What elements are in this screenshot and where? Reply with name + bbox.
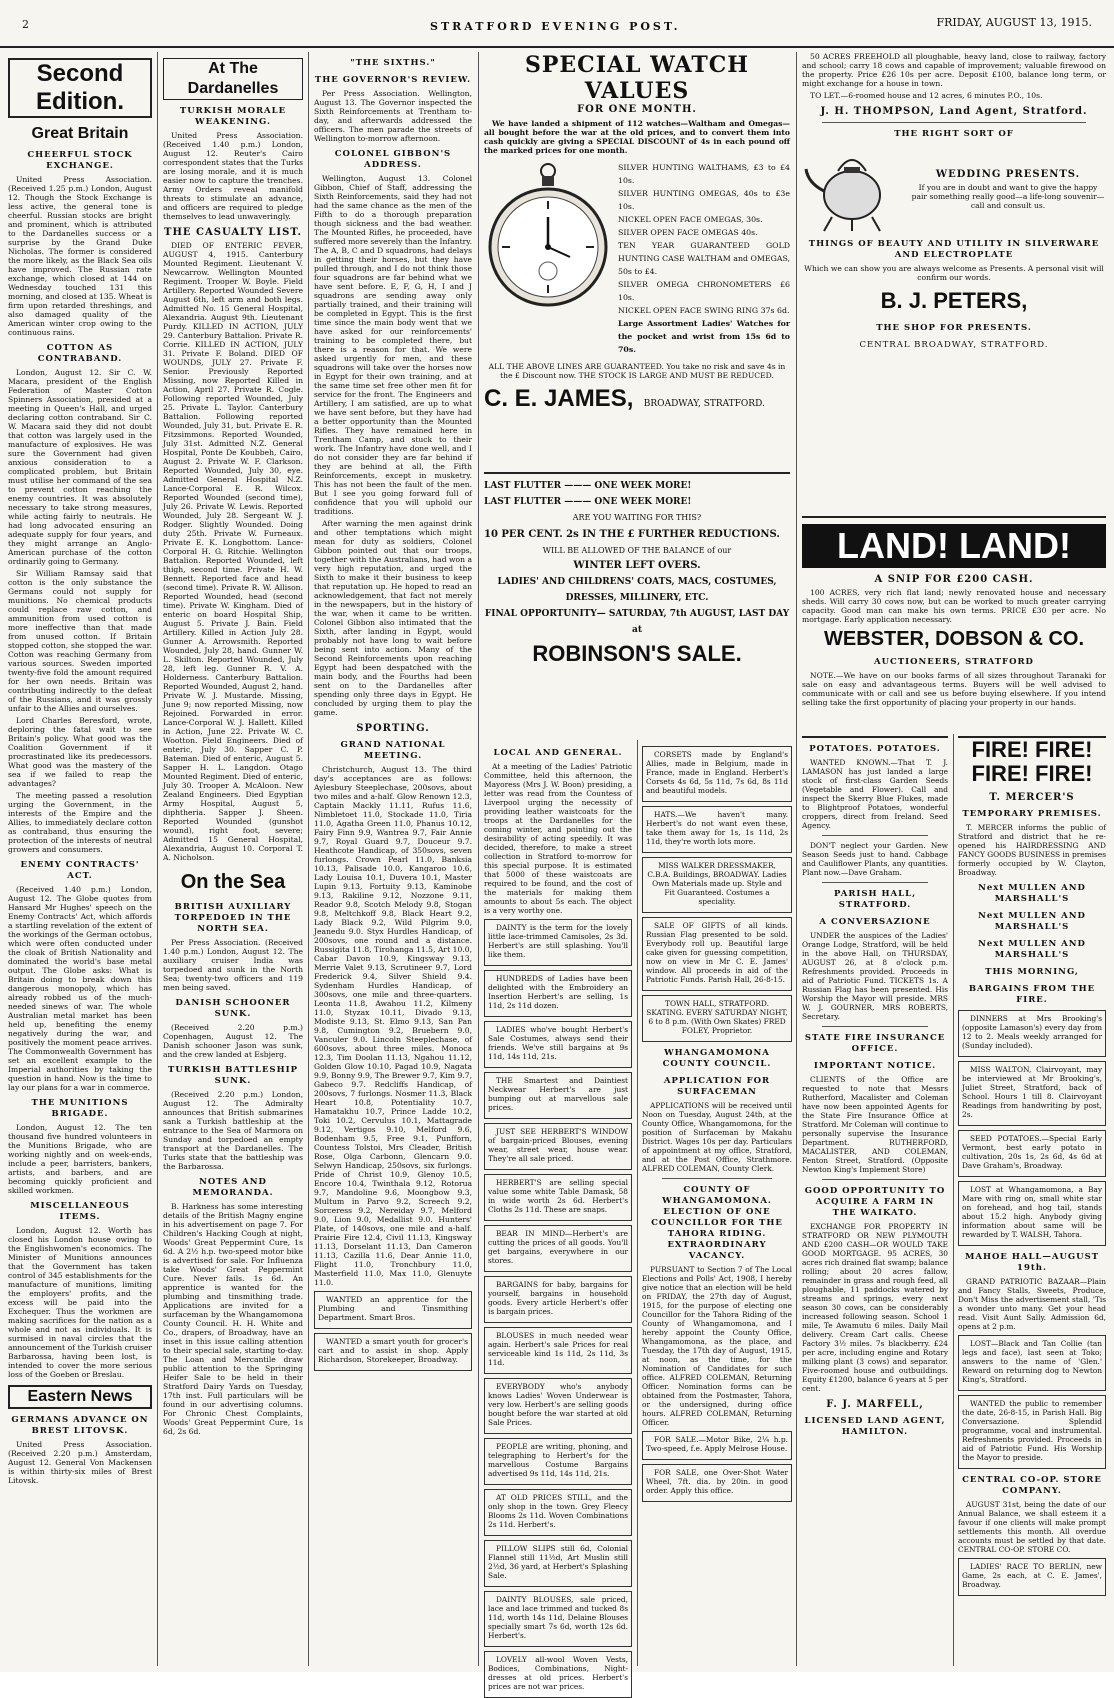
article-text: London, August 12. Sir C. W. Macara, president of the English Federation of Master Cotton Spinners Association, presided at a meeting in Queen's Hall, and urged declaring cotton contraband. Sir C. W. Macara said they did not doubt that cotton was largely used in the manufacture of explosives. He was sure the Government had given anxious consideration to a complicated problem, but Britain must utilise her command of the sea to prevent cotton reaching the enemy countries. It was absolutely necessary to take strong measures, while acting fairly to neutrals. He had long advocated ensuring an adequate supply for four years, and they might arrange an Anglo-American purchase of the cotton ordinarily going to Germany. bbox=[8, 368, 152, 566]
ad-text: FOR SALE.—Motor Bike, 2¼ h.p. Two-speed, f.e. Apply Melrose House. bbox=[646, 1435, 788, 1453]
article-heading: BRITISH AUXILIARY TORPEDOED IN THE NORTH SEA. bbox=[174, 902, 292, 934]
agent-name: F. J. MARFELL, bbox=[826, 1399, 924, 1410]
wedding-ad-text bbox=[910, 163, 1106, 213]
ad-text: WANTED KNOWN.—That T. J. LAMASON has just landed a large stock of first-class Garden Seeds (Vegetable and Flower). Call and inspect the Skerry Blue Flukes, made to Blightproof Potatoes, wonderful croppers, direct from Ireland. Seed Agency. bbox=[802, 758, 948, 830]
divider bbox=[822, 835, 928, 836]
column-4 bbox=[484, 742, 632, 1691]
land-banner: LAND! LAND! bbox=[802, 524, 1106, 568]
ad-heading: STATE FIRE INSURANCE OFFICE. bbox=[804, 1033, 946, 1054]
column-3 bbox=[314, 52, 472, 1666]
section-heading: SPORTING. bbox=[356, 723, 430, 734]
article-text: At a meeting of the Ladies' Patriotic Committee, held this afternoon, the Mayoress (Mrs J. W. Boon) presiding, a letter was read from the Countess of Liverpool urging the necessity of providing leather waistcoats for the troops at the Dardanelles for the coming winter, and pointing out the desirability of acting speedily. It was decided, therefore, to make a street collection in Stratford to-morrow for this special purpose. It is estimated that 5000 of these waistcoats are required to be found, and the cost of the materials for making them amounts to about 5s each. The object is a very worthy one. bbox=[484, 762, 632, 915]
robinson-logo: ROBINSON'S SALE. bbox=[532, 641, 742, 666]
section-heading: Great Britain bbox=[31, 125, 129, 142]
ad-heading: A CONVERSAZIONE bbox=[819, 917, 931, 927]
peters-logo: B. J. PETERS, bbox=[880, 288, 1028, 313]
section-heading: On the Sea bbox=[180, 871, 286, 893]
ad-text: THE Smartest and Daintiest Neckwear Herbert's are just bumping out at marvellous sale prices. bbox=[488, 1076, 628, 1112]
price-item: SILVER HUNTING OMEGAS, 40s to £3e 10s. bbox=[618, 189, 790, 211]
article-text: TO LET.—6-roomed house and 12 acres, 6 minutes P.O., 10s. bbox=[810, 91, 1043, 100]
column-rule bbox=[308, 52, 309, 1666]
classified-ad bbox=[484, 1489, 632, 1536]
ad-heading: Next MULLEN AND MARSHALL'S bbox=[978, 939, 1086, 960]
article-heading: "THE SIXTHS." bbox=[350, 58, 436, 68]
article-heading: LOCAL AND GENERAL. bbox=[493, 748, 623, 758]
article-text: United Press Association. (Received 1.40 p.m.) London, August 12. Reuter's Cairo correspondent states that the Turks are losing morale, and it is much easier now to capture the trenches. Army Orders reveal manifold threats to stimulate an advance, and officers are required to pledge themselves to lead unwaveringly. bbox=[163, 131, 303, 221]
ad-text: HERBERT'S are selling special value some white Table Damask, 58 in wide worth 2s 6d. Herbert's Cloths 2s 11d. These are snaps. bbox=[488, 1178, 628, 1214]
ad-heading: MAHOE HALL—AUGUST 19th. bbox=[964, 1252, 1100, 1273]
classified-ad bbox=[958, 1558, 1106, 1596]
right-top-ads bbox=[802, 52, 1106, 512]
ad-heading: THIS MORNING, bbox=[985, 967, 1079, 977]
classified-ad bbox=[958, 1010, 1106, 1057]
ad-text: EVERYBODY who's anybody knows Ladies' Woven Underwear is very low. Herbert's are selling goods bought before the war started at old Sale Prices. bbox=[488, 1382, 628, 1427]
winter-line: WINTER LEFT OVERS. bbox=[573, 560, 701, 571]
column-2 bbox=[163, 52, 303, 1666]
ad-text: HUNDREDS of Ladies have been delighted with the Embroidery an Insertion Herbert's are selling, 1s 11d, 2s 11d dozen. bbox=[488, 974, 628, 1010]
ad-heading: Next MULLEN AND MARSHALL'S bbox=[978, 883, 1086, 904]
divider bbox=[822, 122, 1086, 123]
classified-ad bbox=[484, 1591, 632, 1647]
ad-heading: CENTRAL CO-OP. STORE COMPANY. bbox=[962, 1475, 1102, 1496]
ad-text: SEED POTATOES.—Special Early Vermont, best early potato in cultivation, 20s 1s, 2s 6d, 4s 6d at Dave Graham's, Broadway. bbox=[962, 1134, 1102, 1170]
classified-ad bbox=[642, 806, 792, 853]
masthead bbox=[0, 0, 1114, 48]
waiting-line: ARE YOU WAITING FOR THIS? bbox=[572, 513, 702, 522]
article-heading: THE CASUALTY LIST. bbox=[164, 227, 302, 238]
classified-ad bbox=[314, 1333, 472, 1371]
ad-subheading: AUCTIONEERS, STRATFORD bbox=[874, 657, 1034, 667]
ad-text: FOR SALE, one Over-Shot Water Wheel, 7ft. dia. by 20in. in good order. Apply this office. bbox=[646, 1468, 788, 1495]
classified-ad bbox=[484, 1438, 632, 1485]
ad-text: CLIENTS of the Office are requested to note that Messrs Rutherford, Macalister and Coleman have now been appointed Agents for the State Fire Insurance Office at Stratford. Mr Coleman will continue to personally supervise the Insurance Department. RUTHERFORD, MACALISTER, AND COLEMAN, Fenton Street, Stratford. (Opposite Newton King's Implement Store) bbox=[802, 1075, 949, 1174]
price-item: TEN YEAR GUARANTEED GOLD HUNTING CASE WALTHAM and OMEGAS, 50s to £4. bbox=[618, 241, 790, 276]
ad-heading: IMPORTANT NOTICE. bbox=[813, 1061, 937, 1071]
final-line: FINAL OPPORTUNITY— SATURDAY, 7th AUGUST, LAST DAY at bbox=[484, 609, 790, 635]
pocket-watch-icon bbox=[484, 161, 612, 309]
ad-text: AUGUST 31st, being the date of our Annual Balance, we shall esteem it a favour if one clients will make prompt settlements this month. All overdue accounts must be settled by that date. CENTRAL CO-OP. STORE CO. bbox=[958, 1500, 1106, 1554]
classified-ad bbox=[484, 919, 632, 966]
ad-text: CORSETS made by England's Allies, made in Belgium, made in France, made in England. Herbert's Corsets 4s 6d, 5s 11d, 7s 6d, 8s 11d and beautiful models. bbox=[646, 750, 788, 795]
divider bbox=[662, 1178, 772, 1179]
article-heading: MISCELLANEOUS ITEMS. bbox=[30, 1201, 130, 1222]
ad-heading: THE RIGHT SORT OF bbox=[894, 129, 1014, 139]
ad-heading: GOOD OPPORTUNITY TO ACQUIRE A FARM IN THE WAIKATO. bbox=[804, 1186, 946, 1218]
article-heading: NOTES AND MEMORANDA. bbox=[192, 1177, 274, 1198]
ad-text: GRAND PATRIOTIC BAZAAR—Plain and Fancy Stalls, Sweets, Produce, Don't Miss the advertisement stall, 'Tis a wonder unto many. Get your head read. Visit Aunt Sally. Admission 6d, opens at 2 p.m. bbox=[958, 1277, 1106, 1331]
price-item: NICKEL OPEN FACE OMEGAS, 30s. bbox=[618, 215, 763, 224]
price-item: Large Assortment Ladies' Watches for the pocket and wrist from 15s 6d to 70s. bbox=[618, 319, 790, 354]
article-heading: COLONEL GIBBON'S ADDRESS. bbox=[334, 149, 452, 170]
ad-text: EXCHANGE FOR PROPERTY IN STRATFORD OR NEW PLYMOUTH AND £200 CASH—OR WOULD TAKE GOOD MORTGAGE. 95 ACRES, 30 acres rich drained flat swamp; balance rolling; about 20 acres fallow, remainder in grass and rough feed, all ploughable, 11 paddocks watered by streams and springs, every next season 30 cows, can be considerably increased following season. School 1 mile, Te Awamutu 6 miles. Daily Mail delivery. Cream Cart calls. Cheese Factory 3½ miles. 7s blackberry. £24 per acre, including engine and Rotary milking plant (3 cows) and separator. Five-roomed house and outbuildings. Equity £1200, balance 6 years at 5 per cent. bbox=[802, 1222, 948, 1393]
article-heading: TURKISH MORALE WEAKENING. bbox=[179, 106, 287, 127]
divider bbox=[822, 1026, 928, 1027]
ad-text: BARGAINS for baby, bargains for yourself, bargains in household goods. Every article Herbert's offer is bargain prices. bbox=[488, 1280, 628, 1316]
column-rule bbox=[953, 734, 954, 1666]
article-text: London, August 12. Worth has closed his London house owing to the Englishwomen's economics. The Minister of Munitions announces that the Government has taken control of 345 establishments for the manufacture of munitions, limiting the employers' profits, and the excess will be paid into the Exchequer. Thus the workmen are making sacrifices for the nation as a whole and not as individuals. It is surmised in naval circles that the announcement of the Turkish cruiser Barbarossa, having been lost, is intended to cover the more serious loss of the Goeben or Breslau. bbox=[8, 1226, 152, 1379]
ad-text: JUST SEE HERBERT'S WINDOW of bargain-priced Blouses, evening wear, street wear, house wear. They're all sale priced. bbox=[488, 1127, 628, 1163]
column-1 bbox=[8, 52, 152, 1666]
ad-text: PEOPLE are writing, phoning, and telegraphing to Herbert's for the marvellous Costume Bargains advertised 9s 11d, 14s 11d, 21s. bbox=[488, 1442, 628, 1478]
article-heading: TURKISH BATTLESHIP SUNK. bbox=[168, 1065, 298, 1086]
article-heading: ENEMY CONTRACTS' ACT. bbox=[20, 860, 140, 881]
classified-ad bbox=[484, 1174, 632, 1221]
divider bbox=[822, 882, 928, 883]
classified-ad bbox=[642, 995, 792, 1042]
column-7 bbox=[958, 736, 1106, 1666]
divider bbox=[822, 1179, 928, 1180]
classified-ad bbox=[484, 1378, 632, 1434]
classified-ad bbox=[484, 1276, 632, 1323]
ad-text: MISS WALTON, Clairvoyant, may be interviewed at Mr Brooking's, Juliet Street, Stratford, back of School. Hours 1 till 8. Clairvoyant Readings from handwriting by post, 2s. bbox=[962, 1065, 1102, 1119]
classified-ad bbox=[484, 1651, 632, 1698]
watch-ad-body bbox=[484, 161, 790, 356]
article-heading: WHANGAMOMONA COUNTY COUNCIL. bbox=[662, 1048, 772, 1069]
ad-text: T. MERCER informs the public of Stratford and district that he re-opened his HAIRDRESSING AND FANCY GOODS BUSINESS in premises formerly occupied by W. Clayton, Broadway. bbox=[958, 823, 1106, 877]
article-heading: COTTON AS CONTRABAND. bbox=[37, 343, 123, 364]
ad-subheading: LICENSED LAND AGENT, HAMILTON. bbox=[804, 1416, 946, 1437]
ad-text: WANTED the public to remember the date, 26-8-15, in Parish Hall. Big Conversazione. Splendid programme, vocal and instrumental. Refreshments provided. Proceeds in aid of Patriotic Fund. His Worship the Mayor to preside. bbox=[962, 1399, 1102, 1462]
classified-ad bbox=[484, 1123, 632, 1170]
price-item: NICKEL OPEN FACE SWING RING 37s 6d. bbox=[618, 306, 790, 315]
flutter-line: LAST FLUTTER ——— ONE WEEK MORE! bbox=[484, 481, 692, 491]
ad-heading: Next MULLEN AND MARSHALL'S bbox=[978, 911, 1086, 932]
article-text: B. Harkness has some interesting details of the British Magny engine in his advertisement on page 7. For Children's Hacking Cough at night, Woods' Great Peppermint Cure, 1s 6d. A 2½ h.p. two-speed motor bike is advertised for sale. For Influenza take Woods' Great Peppermint Cure. Never fails. 1s 6d. An apprentice is wanted for the plumbing and tinsmithing trade. Applications are invited for a surfaceman by the Whangamomona County Council. H. H. White and Co., drapers, of Broadway, have an inset in this issue calling attention to their special sale, starting to-day. The Loan and Mercantile draw public attention to the Springing Heifer Sale to be held in their Stratford Dairy Yards on Tuesday, 17th inst. Full particulars will be found in our advertising columns. For Chronic Chest Complaints, Woods' Great Peppermint Cure, 1s 6d, 2s 6d. bbox=[163, 1202, 303, 1436]
article-text: (Received 2.20 p.m.) Copenhagen, August 12. The Danish schooner Jason was sunk, and the crew landed at Esbjerg. bbox=[163, 1023, 303, 1059]
classified-ad bbox=[484, 1072, 632, 1119]
ad-text: NOTE.—We have on our books farms of all sizes throughout Taranaki for sale on easy and advantageous terms. Buyers will be well advised to communicate with or call and see us before buying elsewhere. If you intend selling take the first opportunity of placing your property in our hands. bbox=[802, 671, 1106, 707]
ad-heading: THINGS OF BEAUTY AND UTILITY IN SILVERWARE AND ELECTROPLATE bbox=[808, 239, 1100, 260]
ad-subheading: TEMPORARY PREMISES. bbox=[962, 809, 1102, 819]
classified-ad bbox=[958, 1061, 1106, 1126]
classified-ad bbox=[642, 917, 792, 991]
column-rule bbox=[478, 52, 479, 1666]
ad-text: LOST at Whangamomona, a Bay Mare with ring on, small white star on forehead, and hog tail, stands about 15.2 high. Anybody giving information about same will be rewarded by T. WALSH, Tahora. bbox=[962, 1185, 1102, 1239]
issue-date: FRIDAY, AUGUST 13, 1915. bbox=[936, 16, 1092, 29]
watch-price-list bbox=[612, 161, 790, 356]
fire-banner: FIRE! FIRE! FIRE! FIRE! bbox=[971, 737, 1093, 786]
article-text: Wellington, August 13. Colonel Gibbon, Chief of Staff, addressing the Sixth Reinforcements, said they had not had the same chance as the men of the Fifth to do a thorough preparation though sickness and the bad weather. The Mounted Rifles, he proceeded, have suffered more severely than the Infantry. The A, B, C and D squadrons, had delays in getting their horses, but they have pulled through, and I do not think those four squadrons are far behind what we have sent before. E, F, G, H, I and J squadrons are sending away only partially trained, and their training will be completed in Egypt. This is the first time since the main body went that we have asked for our reinforcements' training to be completed there, but there is a reason for that. We were asked urgently for men, and these squadrons will take over the horses now in Egypt for their own training, and at the same time set free other men fit for service for the front. The Engineers and Artillery, I am satisfied, are up to what we have sent before, but they have had a better opportunity than the Mounted Rifles. They have remained here in Trentham Camp, and stuck to their work. The Infantry have done well, and I do not consider they are far behind if they are behind at all, the Fifth Reinforcements, except in musketry. This has not been the fault of the men. But I see you going forward full of confidence that you will uphold our traditions. bbox=[314, 174, 472, 516]
article-text: After warning the men against drink and other temptations which might mean for duty as soldiers, Colonel Gibbon pointed out that our troops, together with the Australians, had won a very high reputation, and urged the Sixth to make it their business to keep that reputation up. He hoped to read an acknowledgement, that fact not merely in the newspapers, but in the history of the war, when it came to be written. Colonel Gibbon also intimated that the Sixth, after landing in Egypt, would probably not have long to wait before being sent into action. Many of the Second Reinforcements upon reaching Egypt had been despatched with the main body, and the Fourths had been sent on to the Dardanelles after spending only three days in Egypt. He concluded by urging them to play the game. bbox=[314, 519, 472, 717]
wedding-ad bbox=[802, 143, 1106, 233]
webster-logo: WEBSTER, DOBSON & CO. bbox=[823, 628, 1084, 650]
ad-heading: T. MERCER'S bbox=[989, 792, 1075, 803]
article-text: DIED OF ENTERIC FEVER, AUGUST 4, 1915. Canterbury Mounted Regiment. Lieutenant V. Newcarrow. Wellington Mounted Regiment. Trooper W. Boyle. Field Artillery. Reported Wounded Severe August 6th, left arm and both legs. Admitted No. 15 General Hospital, Alexandria. August 9th. Lieutenant Purdy. KILLED IN ACTION, JULY 29. Canterbury Battalion. Private R. Corrie. KILLED IN ACTION, JULY 31. Private F. Boland. DIED OF WOUNDS, JULY 27. Private F. Senior. Previously Reported Missing, now Reported Killed in Action, April 27. Private R. Cogle. Following reported Wounded, July 25. Private L. Taylor. Canterbury Battalion. Following reported Wounded, July 31, but. Private E. R. Fitzsimmons. Reported Wounded, July 31st. Admitted N.Z. General Hospital, Ponte De Koubbeh, Cairo, August 2. Private W. F. Clarkson. Reported Wounded, July 30, eye. Admitted General Hospital N.Z. Lance-Corporal E. R. Wilcox. Reported Wounded (second time), July 26. Private W. Lewis. Reported Wounded, July 28. Sergeant W. J. Rodger. Slightly Wounded. Doing duty 25th. Private W. Furneaux. Private E. K. Longbottom. Lance-Corporal H. G. Ritchie. Wellington Battalion. Reported Wounded, left thigh, second time. Private H. W. Bennett. Reported face and head (second time). Private R. W. Allison. Reported Wounded, head (second time). Private W. Kingham. Died of enteric on board Hospital Ship, August 5. Private J. Bain. Field Artillery. Killed in Action July 28. Gunner A. Arrowsmith. Reported Wounded, July 28, hand. Gunner W. L. Skilton. Reported Wounded, July 28, left leg. Gunner R. V. A. Holderness. Canterbury Battalion. Reported Wounded, August 2, hand. Private W. J. Mustarde. Missing, June 9; now reported Missing, now Rejoined. Forwarded in error. Lance-Corporal W. J. Hallett. Killed in Action, June 22. Private W. C. Wootton. Field Engineers. Died of enteric, July 30. Sapper C. P. Bateman. Died of enteric, August 5. Sapper H. L. Langdon. Otago Mounted Regiment. Died of enteric, July 30. Trooper A. McAloon. New Zealand Engineers. Died Egyptian Army Hospital, August 5, diphtheria. Sapper J. Sheen. Reported Wounded (gunshot wound), right foot, severe; Admitted 15 General Hospital, Alexandria, August 10. Corporal T. A. Nicholson. bbox=[163, 241, 303, 862]
watch-advertisement bbox=[484, 52, 790, 467]
article-heading: GERMANS ADVANCE ON BREST LITOVSK. bbox=[11, 1415, 149, 1436]
classified-ad bbox=[642, 857, 792, 913]
ad-text: DAINTY is the term for the lovely little lace-trimmed Camisoles, 2s 3d. Herbert's are still splashing. You'll like them. bbox=[488, 923, 628, 959]
price-item: SILVER OPEN FACE OMEGAS 40s. bbox=[618, 228, 758, 237]
article-text: (Received 1.40 p.m.) London, August 12. The Globe quotes from Hansard Mr Hughes' speech on the Enemy Contracts' Act, which affords a startling revelation of the extent of the workings of the German octobus, which were often conducted under the cloak of British Nationality and dominated the world's base metal output. The Globe asks: What is Britain doing to break down this dangerous monopoly, which has already robbed us of the much-needed sinews of war. The whole Australian metal market has been held up, benefiting the enemy negatively during the war, and positively the moment peace arrives. The Commonwealth Government has set an excellent example to the Imperial authorities by taking the question in hand. Now is the time to lay our plans for a war in commerce. bbox=[8, 885, 152, 1092]
percent-line: 10 PER CENT. 2s IN THE £ FURTHER REDUCTIONS. bbox=[484, 529, 780, 540]
ad-text: TOWN HALL, STRATFORD. SKATING. EVERY SATURDAY NIGHT, 6 to 8 p.m. (With Own Skates) FRED FOLEY, Proprietor. bbox=[646, 999, 788, 1035]
article-text: United Press Association. (Received 1.25 p.m.) London, August 12. Though the Stock Exchange is less active, the general tone is cheerful. Russian stocks are bright and prominent, which is attributed to the Dardanelles success or a surprise by the Grand Duke Nicholas. The former is considered the more likely, as the Black Sea oils have improved. The Russian rate exchange, which closed at 144 on Wednesday touched 131 this morning, and closed at 135. Wheat is firm upon retarded threshings, and also damaged quality of the American winter crop owing to the continuous rains. bbox=[8, 175, 152, 337]
classified-ad bbox=[642, 1431, 792, 1460]
kettle-icon bbox=[802, 143, 902, 233]
section-heading: At The Dardanelles bbox=[163, 58, 303, 100]
article-heading: APPLICATION FOR SURFACEMAN bbox=[663, 1076, 771, 1097]
ad-text: MISS WALKER DRESSMAKER, C.B.A. Buildings, BROADWAY. Ladies Own Materials made up. Style and Fit Guaranteed. Costumes a speciality. bbox=[647, 861, 787, 906]
article-text: 50 ACRES FREEHOLD all ploughable, heavy land, close to railway, factory and school; carry 18 cows and capable of improvement; valuable firewood on the property. Price £26 10s per acre. Deposit £100, balance long term, or might exchange for a house in town. bbox=[802, 52, 1106, 88]
article-heading: THE GOVERNOR'S REVIEW. bbox=[314, 75, 472, 85]
classified-ad bbox=[484, 1021, 632, 1068]
article-text: Lord Charles Beresford, wrote, deploring the fatal wait to see Britain's policy. What good was the Coalition Government if it procrastinated like its predecessors. What good was the mastery of the sea if we failed to reap the advantages? bbox=[8, 716, 152, 788]
classified-ad bbox=[484, 1540, 632, 1587]
article-text: Per Press Association. (Received 1.40 p.m.) London, August 12. The auxiliary cruiser India was torpedoed and sunk in the North Sea; twenty-two officers and 119 men being saved. bbox=[163, 938, 303, 992]
classified-ad bbox=[958, 1181, 1106, 1246]
article-text: London, August 12. The ten thousand five hundred volunteers in the Munitions Brigade, who are working nightly and on week-ends, include a peer, barristers, bankers, artists, and barbers, and are becoming quickly proficient and skilled workmen. bbox=[8, 1123, 152, 1195]
ad-text: HATS.—We haven't many. Herbert's do not want even these, take them away for 1s, 1s 11d, 2s 11d, they're worth lots more. bbox=[646, 810, 788, 846]
ad-text: DON'T neglect your Garden. New Season Seeds just to hand. Cabbage and Cauliflower Plants, any quantities. Plant now.—Dave Graham. bbox=[802, 841, 948, 877]
watch-ad-intro: We have landed a shipment of 112 watches—Waltham and Omegas—all bought before the war at the old prices, and to convert them into cash quickly are giving a SPECIAL DISCOUNT of 4s in each pound off the marked prices for one month. bbox=[484, 119, 790, 155]
classified-ad bbox=[958, 1335, 1106, 1391]
ad-text: WANTED an apprentice for the Plumbing and Tinsmithing Department. Smart Bros. bbox=[318, 1295, 468, 1322]
ad-address: CENTRAL BROADWAY, STRATFORD. bbox=[859, 340, 1049, 350]
agent-name: J. H. THOMPSON, Land Agent, Stratford. bbox=[820, 106, 1088, 117]
second-edition-banner: Second Edition. bbox=[8, 58, 152, 118]
article-text: The meeting passed a resolution urging the Government, in the interests of the Empire and the Allies, to immediately declare cotton as contraband, thus ensuring the protection of the interests of neutral growers and consumers. bbox=[8, 791, 152, 854]
ad-text: AT OLD PRICES STILL, and the only shop in the town. Grey Fleecy Blooms 2s 11d. Woven Combinations 2s 11d. Herbert's. bbox=[488, 1493, 628, 1529]
ad-text: WANTED a smart youth for grocer's cart and to assist in shop. Apply Richardson, Storekeeper, Broadway. bbox=[318, 1337, 468, 1364]
watch-ad-subtitle: FOR ONE MONTH. bbox=[577, 104, 697, 115]
classified-ad bbox=[958, 1130, 1106, 1177]
column-rule bbox=[637, 740, 638, 1666]
ad-subheading: A SNIP FOR £200 CASH. bbox=[874, 574, 1034, 585]
coats-line: LADIES' AND CHILDRENS' COATS, MACS, COSTUMES, DRESSES, MILLINERY, ETC. bbox=[497, 577, 777, 603]
watch-ad-title: SPECIAL WATCH VALUES bbox=[524, 52, 750, 104]
james-logo: C. E. JAMES, bbox=[484, 385, 634, 412]
article-heading: DANISH SCHOONER SUNK. bbox=[175, 998, 291, 1019]
ad-text: 100 ACRES, very rich flat land; newly renovated house and necessary sheds. Will carry 30 cows now, but can be worked to much greater carrying capacity. Good man can make his own terms. PRICE £30 per acre. No mortgage. Early application necessary. bbox=[802, 588, 1106, 624]
land-advertisement bbox=[802, 516, 1106, 707]
ad-text: Which we can show you are always welcome as Presents. A personal visit will confirm our words. bbox=[804, 264, 1104, 282]
classified-ad bbox=[484, 970, 632, 1017]
page-number: 2 bbox=[22, 18, 29, 31]
article-text: Christchurch, August 13. The third day's acceptances are as follows: Aylesbury Steeplechase, 200sovs, about two miles and a-half. Glow Renown 12.3, Captain Mackly 11.11, Rufus 11.6, Nimbletoet 11.0, Stockade 11.0, Tiria 11.0, Agatha Green 11.0, Phanus 10.12, Fairy Finn 9.9, Wantrea 9.7, Fair Annie 9.7, Royal Guard 9.7, Douceur 9.7. Heathcote Handicap, of 350sovs, seven furlongs. Crown Pearl 11.0, Banksia 10.13, Palisade 10.0, Kangaroo 10.6, Lady Louisa 10.1, Duvera 10.1, Master Lupin 9.13, Fortuity 9.13, Kaminobe 9.13, Rakiline 9.12, Nozzone 9.11, Reador 9.8, Scotch Melody 9.8, Stogan 9.8, Meltchkoff 9.8, Black Heart 9.2, Lady Black 9.2, Wild Pilgrim 9.0, Jeanedu 9.0. Styx Hurdles Handicap, of 200sovs, one round and a distance. Russigita 11.8, Tirohanga 11.5, Art 10.0, Cabar Davon 10.9, Kingsway 9.13, Merrie Valet 9.13, Scrutineer 9.7, Lord Frederick 9.4, Silver Shield 9.4. Sydenham Hurdles Handicap, of 300sovs, one mile and three-quarters. Leonta 11.8, Awahou 11.2, Kilmeny 11.0, Styzax 10.11, Divado 9.13, Modiste 9.13, St. Elmo 9.13, San Pan 9.8, Cumington 9.2, Bruebern 9.0, Vanculer 9.0. Lincoln Steeplechase, of 600sovs, about three miles. Monoca 12.3, Tim Doolan 11.13, Ngahou 11.12, Golden Glow 10.10, Pagad 10.9, Nagata 9.9, Bonny 9.9, The Brewer 9.7, Kim 9.7, Gabeco 9.7. Redcliffs Handicap, of 200sovs, 7 furlongs. Nosmer 11.3, Black Heart 10.8, Potentiality 10.7, Hamatakhu 10.7, Prince Ladde 10.2, Toki 10.2, Cervulus 10.1, Mattagrade 9.12, Vertigos 9.10, Melford 9.6, Bodenham 9.5, Free 9.1, Punfforn, Countess Tolstoi, Mrs Cleader, British Rose, Olga Carbonn, Glencarn 9.0. Selwyn Handicap, 250sovs, six furlongs. Pride of Christ 10.9, Glenoy 10.5, Encore 10.4, Twinthala 9.12, Rotorua 9.7, Mandoline 9.6, Moongbow 9.3, Multum in Parvo 9.2, Screech 9.2, Sorceress 9.2, Nereiday 9.7, Melford 9.0, Lion 9.0, Medallist 9.0. Hunters' Plate, of 140sovs, one mile and a-half. Prairie Fire 12.4, Civil 11.13, Kingsway 11.13, Dorselant 11.13, Dan Cameron 11.13, Cazilla 11.6, Dear Annie 11.0, Flight 11.0, Tronchbury 11.0, Masterfield 11.0, Max 11.0, Glenuyte 11.0. bbox=[314, 765, 472, 1287]
ad-text: BLOUSES in much needed wear again. Herbert's sale Prices for real serviceable kind 1s 11d, 2s 11d, 3s 11d. bbox=[488, 1331, 628, 1367]
article-heading: CHEERFUL STOCK EXCHANGE. bbox=[27, 150, 133, 171]
newspaper-title: STRATFORD EVENING POST. bbox=[430, 20, 681, 33]
ad-text: UNDER the auspices of the Ladies' Orange Lodge, Stratford, will be held in the above Hall, on THURSDAY, AUGUST 26, at 8 o'clock p.m. Refreshments provided. Proceeds in aid of Patriotic Fund. TICKETS 1s. A Russian Flag has been presented. His Worship the Mayor will preside. MRS W. J. GOURNER, MRS ROBERTS, Secretary. bbox=[802, 931, 948, 1021]
classified-ad bbox=[642, 746, 792, 802]
classified-ad bbox=[642, 1464, 792, 1502]
article-text: United Press Association. (Received 2.20 p.m.) Amsterdam, August 12. General Von Mackensen is within thirty-six miles of Brest Litovsk. bbox=[8, 1440, 152, 1485]
flutter-line: LAST FLUTTER ——— ONE WEEK MORE! bbox=[484, 497, 692, 507]
james-address: BROADWAY, STRATFORD. bbox=[643, 399, 765, 409]
column-rule bbox=[796, 52, 797, 1666]
ad-text: LOVELY all-wool Woven Vests, Bodices, Combinations, Night-dresses at old prices. Herbert's prices are not war prices. bbox=[488, 1655, 628, 1691]
classified-ad bbox=[484, 1225, 632, 1272]
article-text: Per Press Association. Wellington, August 13. The Governor inspected the Sixth Reinforcements at Trentham to-day, and afterwards addressed the officers. The men parade the streets of Wellington to-morrow afternoon. bbox=[314, 89, 472, 143]
ad-heading: PARISH HALL, STRATFORD. bbox=[833, 889, 917, 910]
ad-text: SALE OF GIFTS of all kinds. Russian Flag presented to be sold. Everybody roll up. Beautiful large cake given for guessing competition, now on view in Mr C. E. James' window. All proceeds in aid of the Patriotic Funds. Parish Hall, 26-8-15. bbox=[646, 921, 788, 984]
article-heading: COUNTY OF WHANGAMOMONA. ELECTION OF ONE COUNCILLOR FOR THE TAHORA RIDING. EXTRAORDINARY VACANCY. bbox=[651, 1185, 783, 1261]
article-text: PURSUANT to Section 7 of The Local Elections and Polls' Act, 1908, I hereby give notice that an election will be held on FRIDAY, the 27th day of August, 1915, for the purpose of electing one Councillor for the Tahora Riding of the County of Whangamomona, and I hereby appoint the County Office, Whangamomona, as the place, and Tuesday, the 17th day of August, 1915, at noon, as the time, for the Nomination of Candidates for such office. ALFRED COLEMAN, Returning Officer. Nomination forms can be obtained from the Postmaster, Tahora, or the undersigned, during office hours. ALFRED COLEMAN, Returning Officer. bbox=[642, 1265, 792, 1427]
allowed-line: WILL BE ALLOWED OF THE BALANCE of our bbox=[542, 546, 732, 555]
ad-heading: WEDDING PRESENTS. bbox=[935, 169, 1081, 180]
ad-text: If you are in doubt and want to give the happy pair something really good—a life-long souvenir—call and consult us. bbox=[911, 183, 1105, 210]
price-item: SILVER HUNTING WALTHAMS, £3 to £4 10s. bbox=[618, 163, 790, 185]
article-text: Sir William Ramsay said that cotton is the only substance the Germans could not supply for munitions. No chemical products could replace raw cotton, and ammunition from used cotton is more ineffective than that made from unused cotton. If Britain stopped cotton, she stopped the war. Cotton was reaching Germany from various sources. Sweden imported twenty-five fold the amount required for her own needs. Britain was contributing indirectly to the defeat of the Russians, and it was grossly unfair to the Allies and ourselves. bbox=[8, 569, 152, 713]
article-heading: GRAND NATIONAL MEETING. bbox=[340, 740, 446, 761]
classified-ad bbox=[958, 1395, 1106, 1469]
classified-ad bbox=[484, 1327, 632, 1374]
watch-ad-footer: ALL THE ABOVE LINES ARE GUARANTEED. You take no risk and save 4s in the £ Discount now. THE STOCK IS LARGE AND MUST BE REDUCED. bbox=[488, 362, 786, 380]
column-5 bbox=[642, 742, 792, 1666]
article-text: (Received 2.20 p.m.) London, August 12. The Admiralty announces that British submarines sank a Turkish battleship at the entrance to the Sea of Marmora on Sunday and torpedoed an empty transport at the Dardanelles. The Turks state that the battleship was the Barbarossa. bbox=[163, 1090, 303, 1171]
robinson-sale-ad bbox=[484, 472, 790, 740]
article-text: APPLICATIONS will be received until Noon on Tuesday, August 24th, at the County Office, Whangamomona, for the position of Surfaceman by Makahu District. Wages 10s per day. Particulars of appointment at my office, Stratford, and at the Post Office, Strathmore. ALFRED COLEMAN, County Clerk. bbox=[642, 1101, 792, 1173]
column-rule bbox=[157, 52, 158, 1666]
ad-text: DAINTY BLOUSES, sale priced, lace and lace trimmed and tucked 8s 11d, worth 14s 11d, Delaine Blouses specially smart 7s 6d, worth 12s 6d. Herbert's. bbox=[488, 1595, 628, 1640]
section-heading: Eastern News bbox=[8, 1385, 152, 1409]
ad-text: PILLOW SLIPS still 6d, Colonial Flannel still 11½d, Art Muslin still 2½d, 36 yard, at Herbert's Splashing Sale. bbox=[488, 1544, 628, 1580]
classified-ad bbox=[314, 1291, 472, 1329]
ad-text: BEAR IN MIND—Herbert's are cutting the prices of all goods. You'll get bargains, everywhere in our stores. bbox=[488, 1229, 628, 1265]
ad-heading: BARGAINS FROM THE FIRE. bbox=[968, 984, 1096, 1005]
column-6 bbox=[802, 736, 948, 1666]
ad-text: LADIES' RACE TO BERLIN, new Game, 2s each, at C. E. James', Broadway. bbox=[962, 1562, 1102, 1589]
ad-subheading: THE SHOP FOR PRESENTS. bbox=[876, 323, 1032, 333]
ad-text: LADIES who've bought Herbert's Sale Costumes, always send their friends. We've still bargains at 9s 11d, 14s 11d, 21s. bbox=[488, 1025, 628, 1061]
ad-text: DINNERS at Mrs Brooking's (opposite Lamason's) every day from 12 to 2. Meals weekly arranged for (Sunday included). bbox=[962, 1014, 1102, 1050]
ad-text: LOST—Black and Tan Collie (tan legs and face), last seen at Toko; answers to the name of 'Glen.' Reward on returning dog to Newton King's, Stratford. bbox=[962, 1339, 1102, 1384]
ad-heading: POTATOES. POTATOES. bbox=[809, 744, 941, 754]
article-heading: THE MUNITIONS BRIGADE. bbox=[31, 1098, 129, 1119]
price-item: SILVER OMEGA CHRONOMETERS £6 10s. bbox=[618, 280, 790, 302]
